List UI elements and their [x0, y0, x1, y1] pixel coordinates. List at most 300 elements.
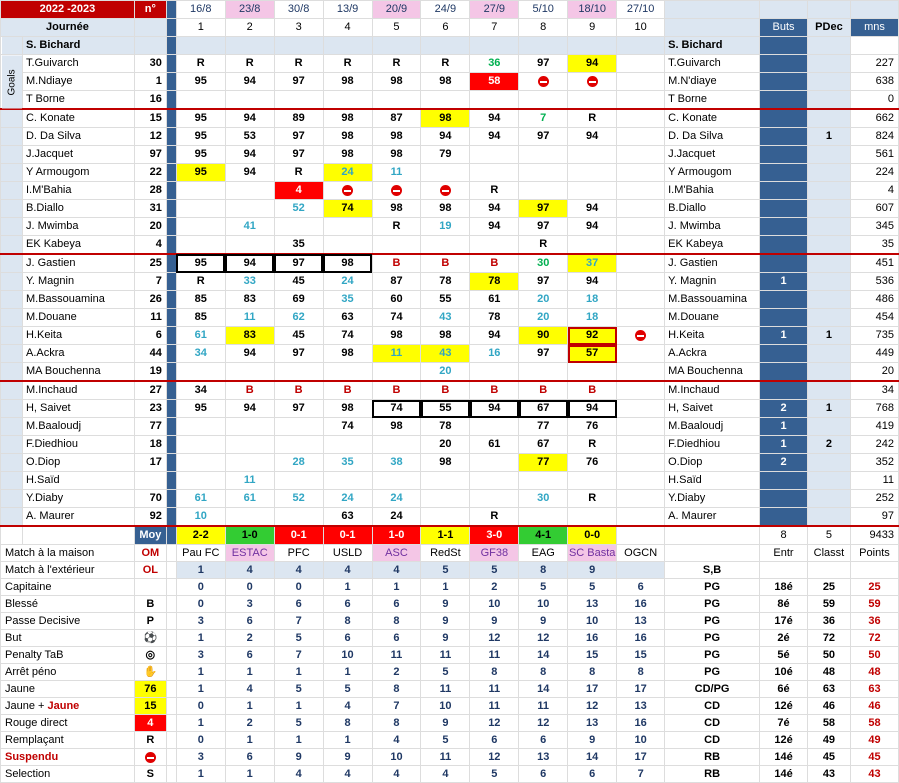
player-name[interactable]: A. Maurer [22, 508, 134, 527]
pdec-value[interactable] [807, 37, 850, 55]
number-header[interactable]: n° [134, 1, 166, 19]
count-cell[interactable]: 8 [323, 715, 372, 732]
match-cell[interactable] [617, 109, 665, 128]
count-cell[interactable]: 14 [519, 681, 568, 698]
count-cell[interactable]: 10 [519, 596, 568, 613]
match-cell[interactable] [617, 200, 665, 218]
buts-value[interactable] [760, 73, 808, 91]
count-cell[interactable]: 9 [421, 596, 470, 613]
spacer-cell[interactable] [166, 508, 176, 527]
count-cell[interactable]: 5 [568, 579, 617, 596]
buts-value[interactable] [760, 128, 808, 146]
match-cell[interactable] [617, 91, 665, 110]
count-cell[interactable]: 4 [225, 562, 274, 579]
match-cell[interactable] [372, 418, 421, 436]
blank[interactable] [1, 526, 23, 545]
match-cell[interactable] [617, 236, 665, 255]
match-cell[interactable] [372, 472, 421, 490]
position-cell[interactable]: CD [665, 698, 760, 715]
match-cell[interactable] [274, 109, 323, 128]
match-cell[interactable] [176, 164, 225, 182]
match-cell[interactable] [176, 236, 225, 255]
pdec-header[interactable]: PDec [807, 19, 850, 37]
player-number[interactable]: 25 [134, 254, 166, 273]
match-cell[interactable] [470, 291, 519, 309]
pdec-value[interactable] [807, 273, 850, 291]
match-cell[interactable] [225, 273, 274, 291]
match-cell[interactable] [225, 109, 274, 128]
match-cell[interactable] [617, 345, 665, 363]
opponent-name[interactable]: PFC [274, 545, 323, 562]
count-cell[interactable]: 11 [421, 681, 470, 698]
count-cell[interactable]: 12 [470, 630, 519, 647]
date-header[interactable]: 24/9 [421, 1, 470, 19]
match-cell[interactable] [225, 436, 274, 454]
row-gutter[interactable] [1, 109, 23, 128]
position-cell[interactable]: CD/PG [665, 681, 760, 698]
entr-header[interactable]: Entr [760, 545, 808, 562]
count-cell[interactable]: 6 [617, 579, 665, 596]
date-header[interactable]: 20/9 [372, 1, 421, 19]
row-gutter[interactable] [1, 182, 23, 200]
match-cell[interactable] [470, 472, 519, 490]
pdec-value[interactable] [807, 345, 850, 363]
match-cell[interactable] [470, 164, 519, 182]
player-name[interactable]: T Borne [22, 91, 134, 110]
count-cell[interactable]: 9 [470, 613, 519, 630]
buts-value[interactable] [760, 254, 808, 273]
legend-code[interactable]: 4 [134, 715, 166, 732]
match-cell[interactable] [323, 490, 372, 508]
match-cell[interactable] [225, 218, 274, 236]
match-cell[interactable] [274, 146, 323, 164]
match-cell[interactable] [568, 400, 617, 418]
match-cell[interactable] [176, 37, 225, 55]
mns-value[interactable]: 252 [850, 490, 898, 508]
count-cell[interactable]: 13 [617, 613, 665, 630]
player-name-right[interactable]: D. Da Silva [665, 128, 760, 146]
match-cell[interactable] [372, 490, 421, 508]
count-cell[interactable]: 17 [617, 681, 665, 698]
entr-cell[interactable]: 12é [760, 698, 808, 715]
count-cell[interactable]: 7 [274, 647, 323, 664]
mns-value[interactable]: 824 [850, 128, 898, 146]
player-name-right[interactable]: C. Konate [665, 109, 760, 128]
row-gutter[interactable] [1, 218, 23, 236]
player-name-right[interactable]: H, Saivet [665, 400, 760, 418]
match-cell[interactable] [470, 73, 519, 91]
player-name[interactable]: Y Armougom [22, 164, 134, 182]
match-cell[interactable] [421, 400, 470, 418]
pdec-value[interactable] [807, 236, 850, 255]
match-cell[interactable] [421, 273, 470, 291]
match-cell[interactable] [372, 309, 421, 327]
count-cell[interactable]: 6 [225, 613, 274, 630]
position-cell[interactable]: RB [665, 749, 760, 766]
buts-value[interactable] [760, 490, 808, 508]
count-cell[interactable]: 7 [617, 766, 665, 783]
count-cell[interactable]: 1 [372, 579, 421, 596]
match-cell[interactable] [323, 55, 372, 73]
mns-value[interactable]: 34 [850, 381, 898, 400]
count-cell[interactable]: 0 [225, 579, 274, 596]
match-cell[interactable] [568, 381, 617, 400]
count-cell[interactable]: 1 [421, 579, 470, 596]
buts-value[interactable] [760, 236, 808, 255]
buts-value[interactable]: 2 [760, 400, 808, 418]
match-cell[interactable] [274, 254, 323, 273]
entr-cell[interactable]: 6é [760, 681, 808, 698]
buts-value[interactable] [760, 146, 808, 164]
match-cell[interactable] [519, 164, 568, 182]
pdec-value[interactable] [807, 182, 850, 200]
match-cell[interactable] [519, 236, 568, 255]
match-cell[interactable] [568, 91, 617, 110]
spacer-cell[interactable] [166, 472, 176, 490]
match-cell[interactable] [372, 273, 421, 291]
spacer-cell[interactable] [166, 37, 176, 55]
count-cell[interactable]: 6 [372, 596, 421, 613]
count-cell[interactable]: 2 [225, 715, 274, 732]
count-cell[interactable]: 16 [617, 715, 665, 732]
match-cell[interactable] [274, 218, 323, 236]
entr-cell[interactable]: 10é [760, 664, 808, 681]
spacer-cell[interactable] [166, 613, 176, 630]
player-name-right[interactable]: J.Jacquet [665, 146, 760, 164]
right-blank[interactable] [665, 19, 760, 37]
player-number[interactable] [134, 37, 166, 55]
row-gutter[interactable] [1, 381, 23, 400]
spacer-cell[interactable] [166, 146, 176, 164]
points-cell[interactable]: 58 [850, 715, 898, 732]
count-cell[interactable]: 12 [470, 749, 519, 766]
match-cell[interactable] [421, 345, 470, 363]
match-cell[interactable] [421, 418, 470, 436]
match-cell[interactable] [568, 128, 617, 146]
match-cell[interactable] [225, 254, 274, 273]
player-name-right[interactable]: T.Guivarch [665, 55, 760, 73]
journee-number[interactable]: 8 [519, 19, 568, 37]
player-name[interactable]: T.Guivarch [22, 55, 134, 73]
row-gutter[interactable] [1, 454, 23, 472]
mns-value[interactable]: 0 [850, 91, 898, 110]
spacer-cell[interactable] [166, 647, 176, 664]
player-number[interactable]: 30 [134, 55, 166, 73]
match-cell[interactable] [421, 436, 470, 454]
count-cell[interactable]: 10 [372, 749, 421, 766]
player-number[interactable]: 12 [134, 128, 166, 146]
count-cell[interactable] [617, 562, 665, 579]
match-cell[interactable] [519, 508, 568, 527]
count-cell[interactable]: 1 [323, 664, 372, 681]
player-name-right[interactable]: M.Inchaud [665, 381, 760, 400]
count-cell[interactable]: 1 [274, 698, 323, 715]
buts-value[interactable]: 1 [760, 436, 808, 454]
match-cell[interactable] [274, 164, 323, 182]
journee-number[interactable]: 9 [568, 19, 617, 37]
count-cell[interactable]: 11 [421, 749, 470, 766]
match-cell[interactable] [421, 454, 470, 472]
blank[interactable] [665, 526, 760, 545]
match-cell[interactable] [470, 418, 519, 436]
match-cell[interactable] [176, 400, 225, 418]
count-cell[interactable]: 4 [372, 766, 421, 783]
entr-cell[interactable]: 18é [760, 579, 808, 596]
player-number[interactable]: 7 [134, 273, 166, 291]
mns-value[interactable]: 4 [850, 182, 898, 200]
count-cell[interactable]: 8 [568, 664, 617, 681]
mns-value[interactable]: 11 [850, 472, 898, 490]
buts-value[interactable] [760, 472, 808, 490]
mns-value[interactable]: 735 [850, 327, 898, 345]
spacer-cell[interactable] [166, 164, 176, 182]
pdec-value[interactable] [807, 146, 850, 164]
player-name-right[interactable]: M.Douane [665, 309, 760, 327]
match-cell[interactable] [519, 345, 568, 363]
count-cell[interactable]: 9 [568, 732, 617, 749]
match-cell[interactable] [617, 454, 665, 472]
match-cell[interactable] [568, 200, 617, 218]
match-cell[interactable] [323, 508, 372, 527]
match-cell[interactable] [421, 363, 470, 382]
match-cell[interactable] [568, 73, 617, 91]
player-number[interactable]: 23 [134, 400, 166, 418]
legend-code[interactable]: R [134, 732, 166, 749]
player-name[interactable]: B.Diallo [22, 200, 134, 218]
points-cell[interactable]: 59 [850, 596, 898, 613]
match-cell[interactable] [372, 363, 421, 382]
position-cell[interactable]: PG [665, 647, 760, 664]
match-cell[interactable] [323, 309, 372, 327]
player-name[interactable]: J. Gastien [22, 254, 134, 273]
legend-label[interactable] [1, 664, 135, 681]
count-cell[interactable]: 13 [617, 698, 665, 715]
player-name-right[interactable]: S. Bichard [665, 37, 760, 55]
match-cell[interactable] [274, 291, 323, 309]
spacer-cell[interactable] [166, 418, 176, 436]
match-cell[interactable] [176, 508, 225, 527]
match-cell[interactable] [225, 472, 274, 490]
count-cell[interactable]: 10 [568, 613, 617, 630]
player-number[interactable]: 70 [134, 490, 166, 508]
count-cell[interactable]: 3 [176, 613, 225, 630]
match-cell[interactable] [568, 236, 617, 255]
count-cell[interactable]: 8 [519, 562, 568, 579]
opponent-name[interactable]: OGCN [617, 545, 665, 562]
count-cell[interactable]: 8 [372, 681, 421, 698]
mns-value[interactable]: 449 [850, 345, 898, 363]
blank[interactable] [22, 526, 134, 545]
buts-value[interactable]: 1 [760, 327, 808, 345]
player-name[interactable]: J.Jacquet [22, 146, 134, 164]
match-cell[interactable] [568, 273, 617, 291]
buts-value[interactable] [760, 182, 808, 200]
match-cell[interactable] [568, 309, 617, 327]
match-cell[interactable] [225, 454, 274, 472]
count-cell[interactable]: 8 [617, 664, 665, 681]
count-cell[interactable]: 10 [617, 732, 665, 749]
buts-value[interactable] [760, 309, 808, 327]
match-cell[interactable] [617, 291, 665, 309]
match-cell[interactable] [225, 418, 274, 436]
player-name-right[interactable]: B.Diallo [665, 200, 760, 218]
buts-value[interactable]: 1 [760, 273, 808, 291]
match-cell[interactable] [323, 109, 372, 128]
match-cell[interactable] [372, 109, 421, 128]
match-cell[interactable] [176, 291, 225, 309]
score-cell[interactable]: 1-1 [421, 526, 470, 545]
match-cell[interactable] [617, 309, 665, 327]
pdec-value[interactable] [807, 418, 850, 436]
journee-number[interactable]: 6 [421, 19, 470, 37]
match-cell[interactable] [225, 55, 274, 73]
score-cell[interactable]: 4-1 [519, 526, 568, 545]
match-cell[interactable] [421, 236, 470, 255]
count-cell[interactable]: 11 [372, 647, 421, 664]
match-cell[interactable] [225, 37, 274, 55]
match-cell[interactable] [323, 218, 372, 236]
legend-code[interactable] [134, 749, 166, 766]
spacer-cell[interactable] [166, 545, 176, 562]
player-name-right[interactable]: EK Kabeya [665, 236, 760, 255]
match-cell[interactable] [519, 182, 568, 200]
journee-number[interactable]: 2 [225, 19, 274, 37]
match-cell[interactable] [274, 200, 323, 218]
score-cell[interactable]: 1-0 [372, 526, 421, 545]
match-cell[interactable] [176, 273, 225, 291]
match-cell[interactable] [421, 91, 470, 110]
match-cell[interactable] [421, 291, 470, 309]
player-number[interactable]: 18 [134, 436, 166, 454]
count-cell[interactable]: 6 [470, 732, 519, 749]
match-cell[interactable] [323, 236, 372, 255]
match-cell[interactable] [274, 508, 323, 527]
buts-value[interactable] [760, 218, 808, 236]
score-cell[interactable]: 1-0 [225, 526, 274, 545]
count-cell[interactable]: 5 [470, 766, 519, 783]
pdec-value[interactable] [807, 472, 850, 490]
spacer-cell[interactable] [166, 381, 176, 400]
match-cell[interactable] [274, 363, 323, 382]
row-gutter[interactable] [1, 363, 23, 382]
match-cell[interactable] [372, 345, 421, 363]
row-gutter[interactable] [1, 345, 23, 363]
blank[interactable] [134, 19, 166, 37]
count-cell[interactable]: 2 [372, 664, 421, 681]
spacer-cell[interactable] [166, 182, 176, 200]
match-cell[interactable] [519, 37, 568, 55]
opponent-name[interactable]: SC Basta [568, 545, 617, 562]
total-mns[interactable]: 9433 [850, 526, 898, 545]
date-header[interactable]: 18/10 [568, 1, 617, 19]
match-cell[interactable] [274, 454, 323, 472]
journee-number[interactable]: 5 [372, 19, 421, 37]
player-name-right[interactable]: MA Bouchenna [665, 363, 760, 382]
match-cell[interactable] [274, 182, 323, 200]
match-cell[interactable] [568, 254, 617, 273]
match-cell[interactable] [372, 91, 421, 110]
player-name-right[interactable]: A.Ackra [665, 345, 760, 363]
entr-cell[interactable]: 8é [760, 596, 808, 613]
pdec-value[interactable] [807, 109, 850, 128]
player-name[interactable]: M.Ndiaye [22, 73, 134, 91]
legend-label[interactable] [1, 630, 135, 647]
match-cell[interactable] [568, 327, 617, 345]
spacer-cell[interactable] [166, 436, 176, 454]
legend-label[interactable] [1, 766, 135, 783]
points-cell[interactable]: 25 [850, 579, 898, 596]
legend-code[interactable]: S [134, 766, 166, 783]
match-cell[interactable] [568, 55, 617, 73]
entr-cell[interactable]: 7é [760, 715, 808, 732]
match-cell[interactable] [176, 418, 225, 436]
match-cell[interactable] [225, 345, 274, 363]
spacer-cell[interactable] [166, 218, 176, 236]
spacer-cell[interactable] [166, 490, 176, 508]
match-cell[interactable] [323, 327, 372, 345]
match-cell[interactable] [225, 490, 274, 508]
match-cell[interactable] [470, 200, 519, 218]
match-cell[interactable] [274, 73, 323, 91]
match-cell[interactable] [617, 128, 665, 146]
count-cell[interactable]: 12 [519, 715, 568, 732]
count-cell[interactable]: 11 [421, 647, 470, 664]
match-cell[interactable] [372, 182, 421, 200]
player-number[interactable]: 22 [134, 164, 166, 182]
spacer-cell[interactable] [166, 291, 176, 309]
count-cell[interactable]: 8 [323, 613, 372, 630]
match-cell[interactable] [617, 327, 665, 345]
match-cell[interactable] [323, 182, 372, 200]
match-cell[interactable] [568, 218, 617, 236]
count-cell[interactable]: 4 [323, 766, 372, 783]
player-name-right[interactable]: T Borne [665, 91, 760, 110]
match-cell[interactable] [274, 309, 323, 327]
match-cell[interactable] [372, 164, 421, 182]
spacer-cell[interactable] [166, 579, 176, 596]
match-cell[interactable] [176, 436, 225, 454]
date-header[interactable]: 30/8 [274, 1, 323, 19]
row-gutter[interactable] [1, 200, 23, 218]
match-cell[interactable] [274, 37, 323, 55]
count-cell[interactable]: 4 [274, 562, 323, 579]
player-name[interactable]: C. Konate [22, 109, 134, 128]
player-number[interactable]: 92 [134, 508, 166, 527]
match-cell[interactable] [568, 146, 617, 164]
match-cell[interactable] [225, 91, 274, 110]
player-name[interactable]: Y. Magnin [22, 273, 134, 291]
classt-cell[interactable]: 58 [807, 715, 850, 732]
pdec-value[interactable]: 1 [807, 327, 850, 345]
player-number[interactable]: 4 [134, 236, 166, 255]
pdec-value[interactable] [807, 254, 850, 273]
match-cell[interactable] [225, 309, 274, 327]
count-cell[interactable]: 13 [519, 749, 568, 766]
spacer-cell[interactable] [166, 596, 176, 613]
match-cell[interactable] [470, 508, 519, 527]
match-cell[interactable] [470, 436, 519, 454]
count-cell[interactable]: 0 [176, 732, 225, 749]
match-cell[interactable] [421, 490, 470, 508]
match-cell[interactable] [421, 508, 470, 527]
pdec-value[interactable] [807, 363, 850, 382]
count-cell[interactable]: 4 [274, 766, 323, 783]
match-cell[interactable] [519, 490, 568, 508]
total-pdec[interactable]: 5 [807, 526, 850, 545]
row-gutter[interactable] [1, 309, 23, 327]
match-cell[interactable] [617, 182, 665, 200]
mns-value[interactable]: 352 [850, 454, 898, 472]
